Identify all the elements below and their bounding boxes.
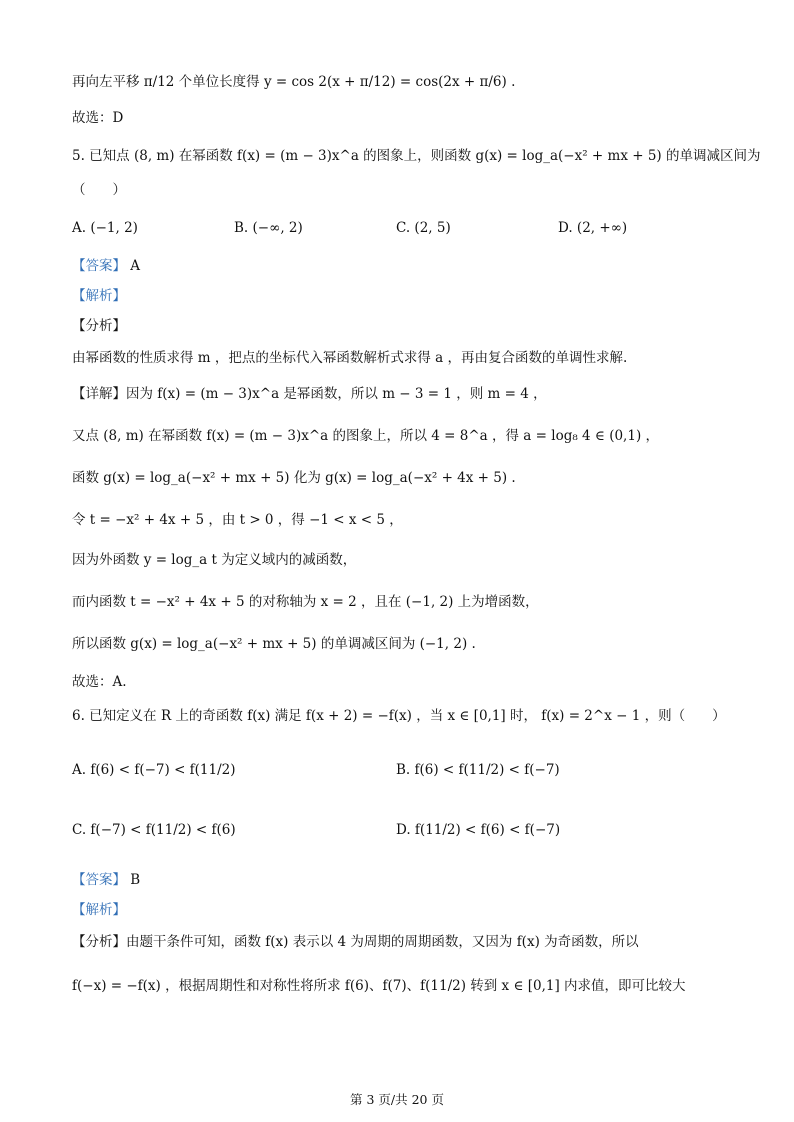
analysis-line: f(−x) = −f(x) ，根据周期性和对称性将所求 f(6)、f(7)、f(11/2) 转到 x ∈ [0,1] 内求值，即可比较大 (72, 978, 686, 994)
analysis-text: 由题干条件可知，函数 f(x) 表示以 4 为周期的周期函数，又因为 f(x) 为奇函数，所以 (126, 934, 639, 950)
option-b: B. (−∞, 2) (234, 220, 303, 236)
analysis-row (72, 932, 754, 952)
detail-line: 令 t = −x² + 4x + 5 ，由 t > 0 ，得 −1 < x < 5 ， (72, 512, 403, 528)
option-c: C. f(−7) < f(11/2) < f(6) (72, 822, 236, 838)
answer-tag: 【答案】 (72, 258, 126, 274)
option-c: C. (2, 5) (396, 220, 451, 236)
detail-line: 故选：A. (72, 674, 127, 690)
answer-tag: 【答案】 (72, 872, 126, 888)
analysis-tag: 【分析】 (72, 934, 126, 950)
option-a: A. f(6) < f(−7) < f(11/2) (72, 762, 236, 778)
detail-line: 因为外函数 y = log_a t 为定义域内的减函数， (72, 552, 357, 568)
option-d: D. f(11/2) < f(6) < f(−7) (396, 822, 561, 838)
detail-text: 因为 f(x) = (m − 3)x^a 是幂函数，所以 m − 3 = 1 ，则 m = 4 ， (126, 386, 547, 402)
answer-row (72, 870, 754, 890)
jiexi-tag: 【解析】 (72, 902, 126, 918)
jiexi-tag: 【解析】 (72, 288, 126, 304)
answer-value: B (130, 872, 141, 888)
analysis-text: 由幂函数的性质求得 m ，把点的坐标代入幂函数解析式求得 a ，再由复合函数的单调性求解. (72, 350, 628, 366)
detail-line: 又点 (8, m) 在幂函数 f(x) = (m − 3)x^a 的图象上，所以 4 = 8^a ，得 a = log₈ 4 ∈ (0,1) ， (72, 428, 659, 444)
answer-value: A (130, 258, 141, 274)
option-b: B. f(6) < f(11/2) < f(−7) (396, 762, 560, 778)
detail-line: 而内函数 t = −x² + 4x + 5 的对称轴为 x = 2 ，且在 (−1, 2) 上为增函数， (72, 594, 539, 610)
option-d: D. (2, +∞) (558, 220, 628, 236)
question-6: 6. 已知定义在 R 上的奇函数 f(x) 满足 f(x + 2) = −f(x) ，当 x ∈ [0,1] 时， f(x) = 2^x − 1 ，则（ ） (72, 708, 726, 724)
detail-tag: 【详解】 (72, 386, 126, 402)
detail-line: 函数 g(x) = log_a(−x² + mx + 5) 化为 g(x) = log_a(−x² + 4x + 5) . (72, 470, 516, 486)
answer-row (72, 256, 754, 276)
question-5-paren: （ ） (72, 182, 126, 198)
fenxi-tag: 【分析】 (72, 318, 126, 334)
text-line: 再向左平移 π/12 个单位长度得 y = cos 2(x + π/12) = cos(2x + π/6) . (72, 74, 516, 90)
page-footer: 第 3 页/共 20 页 (350, 1092, 444, 1107)
text-line: 故选：D (72, 110, 124, 126)
detail-row (72, 384, 754, 404)
question-5: 5. 已知点 (8, m) 在幂函数 f(x) = (m − 3)x^a 的图象上，则函数 g(x) = log_a(−x² + mx + 5) 的单调减区间为 (72, 148, 761, 164)
option-a: A. (−1, 2) (72, 220, 138, 236)
detail-line: 所以函数 g(x) = log_a(−x² + mx + 5) 的单调减区间为 (−1, 2) . (72, 636, 476, 652)
